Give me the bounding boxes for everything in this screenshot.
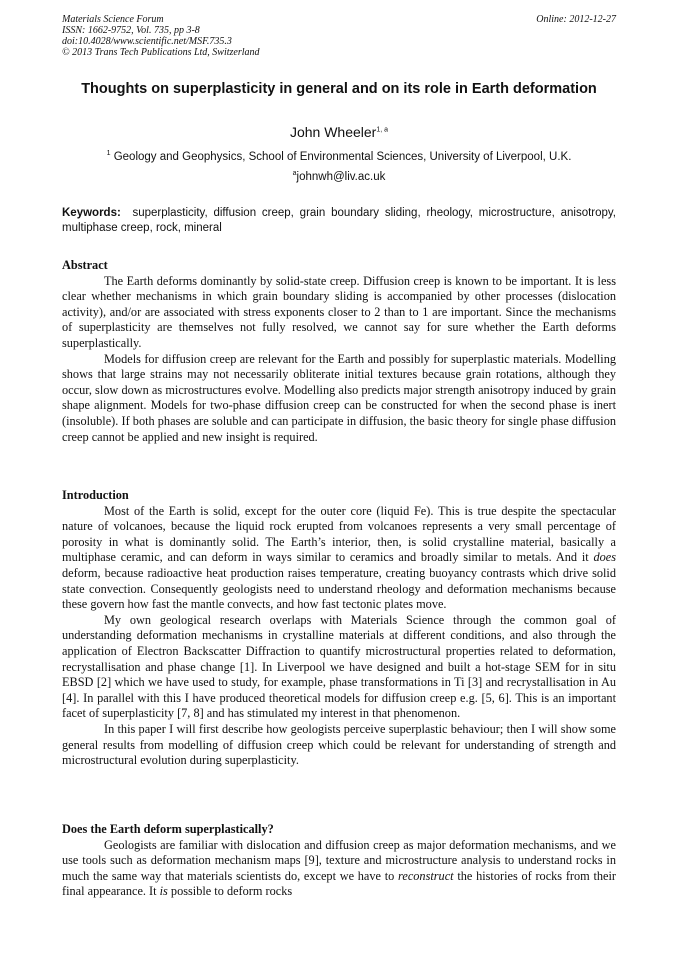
doi: doi:10.4028/www.scientific.net/MSF.735.3 [62, 36, 232, 47]
s3-p1-text-a: Geologists are familiar with dislocation and diffusion creep as major deformation mechanisms, and we use tools such as deformation mechanism maps [9], texture and microstructure analysis to understand rocks in much the same way that materials scientists do, except we have to [62, 837, 616, 883]
affiliation-text: Geology and Geophysics, School of Environmental Sciences, University of Liverpool, U.K. [113, 151, 572, 163]
affiliation [0, 151, 678, 163]
s3-p1-text-b: the histories of rocks from their final appearance. It [62, 868, 616, 899]
introduction-paragraph-2: My own geological research overlaps with Materials Science through the common goal of understanding deformation mechanisms in crystalline materials at different conditions, and also through the application of Electron Backscatter Diffraction to quantify microstructural properties related to deformation, recrystallisation and phase change [1]. In Liverpool we have designed and built a hot-stage SEM for in situ EBSD [2] which we have used to study, for example, phase transformations in Ti [3] and recrystallisation in Au [4]. In parallel with this I have produced theoretical models for diffusion creep e.g. [5, 6]. This is an important facet of superplasticity [7, 8] and has stimulated my interest in that phenomenon. [62, 612, 616, 721]
section3-paragraph-1 [62, 838, 616, 900]
keywords-label: Keywords: [62, 207, 121, 219]
s3-p1-text-c: possible to deform rocks [170, 884, 293, 899]
intro-p1-text-a: Most of the Earth is solid, except for the outer core (liquid Fe). This is true despite the spectacular nature of volcanoes, because the liquid rock erupted from volcanoes represents a very small percentage of porosity in what is dominantly solid. The Earth’s interior, then, is solid crystalline material, basically a multiphase ceramic, and can deform in ways similar to ceramics and broadly similar to metals. And it [62, 503, 616, 565]
keywords [62, 206, 616, 236]
issn: ISSN: 1662-9752, Vol. 735, pp 3-8 [62, 25, 200, 36]
introduction-paragraph-1 [62, 504, 616, 613]
running-header [62, 14, 616, 58]
intro-p1-emphasis: does [593, 550, 617, 565]
s3-p1-emphasis-2: is [159, 884, 168, 899]
journal-name: Materials Science Forum [62, 14, 164, 25]
section3-heading: Does the Earth deform superplastically? [62, 822, 274, 836]
introduction-paragraph-3: In this paper I will first describe how geologists perceive superplastic behaviour; then I will show some general results from modelling of diffusion creep which could be relevant for understanding of strength and microstructural evolution during superplasticity. [62, 721, 616, 768]
copyright: © 2013 Trans Tech Publications Ltd, Switzerland [62, 47, 260, 58]
author [0, 124, 678, 140]
abstract-heading: Abstract [62, 258, 108, 272]
keywords-text: superplasticity, diffusion creep, grain boundary sliding, rheology, microstructure, anisotropy, multiphase creep, rock, mineral [62, 207, 616, 234]
online-date: Online: 2012-12-27 [536, 14, 616, 25]
author-name: John Wheeler [289, 124, 377, 140]
intro-p1-text-b: deform, because radioactive heat production raises temperature, creating buoyancy contrasts which drive solid state convection. Consequently geologists need to understand rheology and deformation mechanisms because these govern how fast the mantle convects, and how fast tectonic plates move. [62, 565, 616, 612]
introduction-heading: Introduction [62, 488, 129, 502]
abstract-paragraph-1: The Earth deforms dominantly by solid-state creep. Diffusion creep is known to be important. It is less clear whether mechanisms in which grain boundary sliding is accompanied by other processes (dislocation activity), and/or are associated with stress exponents closer to 2 than to 1 are important. Since the mechanisms of superplasticity are themselves not fully resolved, we cannot say for sure whether the Earth deforms superplastically. [62, 273, 616, 350]
s3-p1-emphasis-1: reconstruct [398, 868, 454, 883]
author-sup: 1, a [376, 126, 389, 134]
earth-superplastic-section [62, 822, 616, 900]
email-sup: a [292, 170, 297, 178]
email [0, 171, 678, 183]
abstract-section [62, 258, 616, 445]
email-address[interactable]: johnwh@liv.ac.uk [296, 171, 386, 183]
abstract-paragraph-2: Models for diffusion creep are relevant for the Earth and possibly for superplastic materials. Modelling shows that large strains may not necessarily obliterate initial textures because grain rotations, although they occur, slow down as microstructures evolve. Modelling also predicts major strength anisotropy induced by grain shape alignment. Models for two-phase diffusion creep can be constructed for when the second phase is inert (insoluble). If both phases are soluble and can participate in diffusion, the basic theory for single phase diffusion creep cannot be applied and new insight is required. [62, 351, 616, 444]
introduction-section [62, 488, 616, 769]
affiliation-sup: 1 [106, 150, 111, 158]
paper-title: Thoughts on superplasticity in general and on its role in Earth deformation [81, 81, 597, 97]
